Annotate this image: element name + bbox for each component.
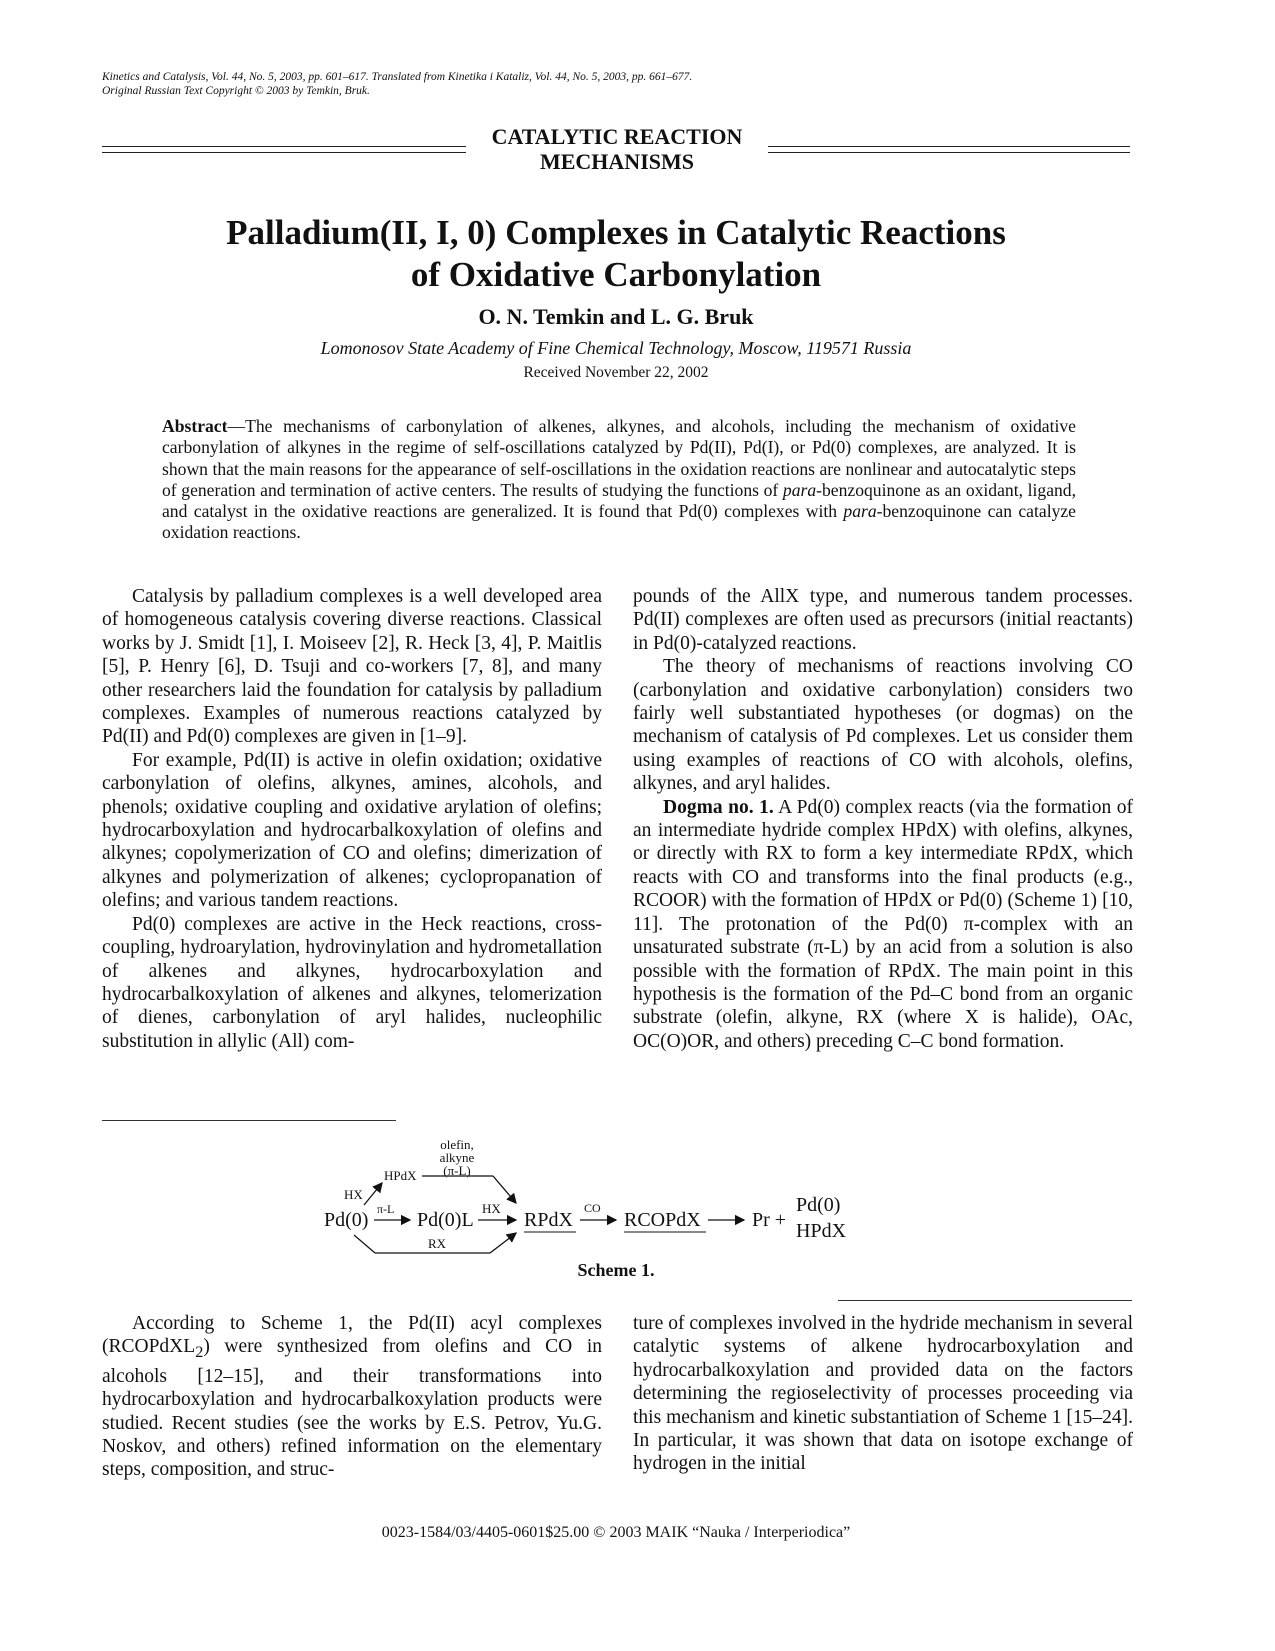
arrow-olefin-rpdx (493, 1176, 516, 1203)
authors: O. N. Temkin and L. G. Bruk (478, 304, 754, 329)
paragraph: ture of complexes involved in the hydride mechanism in several catalytic systems of alkene hydrocarboxylation and hydrocarbalkoxylation and provided data on the factors determining the regioselectivity of processes proceeding via this mechanism and kinetic substantiation of Scheme 1 [15–24]. In particular, it was shown that data on isotope exchange of hydrogen in the initial (633, 1313, 1133, 1475)
body-column-left-bottom (102, 1312, 602, 1482)
footer-copyright: 0023-1584/03/4405-0601$25.00 © 2003 MAIK “Nauka / Interperiodica” (381, 1524, 851, 1541)
abstract-text-1: —The mechanisms of carbonylation of alkenes, alkynes, and alcohols, including the mechanism of oxidative carbonylation of alkynes in the regime of self-oscillations catalyzed by Pd(II), Pd(I), or Pd(0) complexes, are analyzed. It is shown that the main reasons for the appearance of self-oscillations in the oxidation reactions are nonlinear and autocatalytic steps of generation and termination of active centers. The results of studying the functions of (162, 416, 1076, 500)
affiliation: Lomonosov State Academy of Fine Chemical Technology, Moscow, 119571 Russia (320, 338, 912, 358)
paragraph: For example, Pd(II) is active in olefin oxidation; oxidative carbonylation of olefins, alkynes, amines, alcohols, and phenols; oxidative coupling and oxidative arylation of olefins; hydrocarboxylation and hydrocarbalkoxylation of olefins and alkynes; copolymerization of CO and olefins; dimerization of alkynes and polymerization of alkenes; cyclopropanation of olefins; and various tandem reactions. (102, 749, 602, 912)
received-date: Received November 22, 2002 (523, 364, 709, 381)
label-hx-upper: HX (344, 1187, 363, 1202)
species-rpdx: RPdX (524, 1209, 573, 1231)
journal-header (102, 70, 1182, 98)
abstract-em-2: para (843, 501, 877, 522)
scheme-svg (324, 1135, 910, 1255)
species-rcopdx: RCOPdX (624, 1209, 701, 1231)
body-column-right-bottom (633, 1312, 1133, 1476)
label-co: CO (584, 1201, 601, 1215)
abstract (162, 416, 1076, 544)
abstract-text-3: -benzoquinone can catalyze oxidation reactions. (162, 501, 1076, 543)
column-rule-left (102, 1120, 396, 1121)
product-pd0: Pd(0) (796, 1194, 841, 1216)
section-label-line1: CATALYTIC REACTION (491, 124, 743, 149)
species-pr: Pr + (752, 1209, 787, 1231)
body-column-right-top (633, 585, 1133, 1053)
section-rule-right (768, 146, 1130, 153)
body-column-left-top (102, 585, 602, 1053)
abstract-em-1: para (782, 479, 817, 500)
label-pi-l: π-L (377, 1202, 395, 1216)
section-heading (102, 124, 1130, 174)
label-olefin: olefin, (440, 1137, 474, 1152)
product-hpdx: HPdX (796, 1220, 847, 1242)
paper-title (102, 212, 1130, 296)
arrow-rx-rpdx (490, 1233, 516, 1253)
paragraph: pounds of the AllX type, and numerous tandem processes. Pd(II) complexes are often used as precursors (initial reactants) in Pd(0)-catalyzed reactions. (633, 586, 1133, 654)
label-alkyne: alkyne (439, 1150, 475, 1165)
species-pd0l: Pd(0)L (417, 1209, 474, 1231)
scheme-1-diagram (324, 1135, 910, 1255)
label-hx-mid: HX (482, 1201, 501, 1216)
paragraph-text: According to Scheme 1, the Pd(II) acyl complexes (RCOPdXL (102, 1313, 602, 1358)
journal-citation: Kinetics and Catalysis, Vol. 44, No. 5, 2003, pp. 601–617. Translated from Kinetika i Kataliz, Vol. 44, No. 5, 2003, pp. 661–677. (102, 71, 693, 83)
label-hpdx-upper: HPdX (384, 1168, 417, 1183)
scheme-caption: Scheme 1. (577, 1260, 655, 1280)
dogma-text: A Pd(0) complex reacts (via the formation of an intermediate hydride complex HPdX) with olefins, alkynes, or directly with RX to form a key intermediate RPdX, which reacts with CO and transforms into the final products (e.g., RCOOR) with the formation of HPdX or Pd(0) (Scheme 1) [10, 11]. The protonation of the Pd(0) π-complex with an unsaturated substrate (π-L) by an acid from a solution is also possible with the formation of RPdX. The main point in this hypothesis is the formation of the Pd–C bond from an organic substrate (olefin, alkyne, RX (where X is halide), OAc, OC(O)OR, and others) preceding C–C bond formation. (633, 796, 1134, 1052)
paper-title-line2: of Oxidative Carbonylation (410, 255, 822, 294)
section-rule-left (102, 146, 466, 153)
section-label (466, 124, 768, 174)
subscript: 2 (195, 1343, 204, 1362)
line-rx-left (354, 1235, 375, 1253)
abstract-label: Abstract (162, 416, 228, 436)
dogma-label: Dogma no. 1. (663, 796, 774, 818)
paragraph (633, 796, 1133, 1053)
paper-title-line1: Palladium(II, I, 0) Complexes in Catalytic Reactions (226, 213, 1006, 252)
paragraph (102, 1312, 602, 1482)
label-rx: RX (428, 1236, 447, 1251)
label-pi-l-paren: (π-L) (443, 1163, 471, 1178)
section-label-line2: MECHANISMS (539, 149, 694, 174)
copyright-line: Original Russian Text Copyright © 2003 by Temkin, Bruk. (102, 85, 370, 97)
abstract-text-2: -benzoquinone as an oxidant, ligand, and catalyst in the oxidative reactions are generalized. It is found that Pd(0) complexes with (162, 479, 1076, 522)
column-rule-right (838, 1300, 1132, 1301)
paragraph: Pd(0) complexes are active in the Heck reactions, cross-coupling, hydroarylation, hydrovinylation and hydrometallation of alkenes and alkynes, hydrocarboxylation and hydrocarbalkoxylation of alkenes and alkynes, telomerization of dienes, carbonylation of aryl halides, nucleophilic substitution in allylic (All) com- (102, 913, 602, 1052)
paragraph: The theory of mechanisms of reactions involving CO (carbonylation and oxidative carbonylation) considers two fairly well substantiated hypotheses (or dogmas) on the mechanism of catalysis of Pd complexes. Let us consider them using examples of reactions of CO with alcohols, olefins, alkynes, and aryl halides. (633, 656, 1133, 795)
paragraph: Catalysis by palladium complexes is a well developed area of homogeneous catalysis covering diverse reactions. Classical works by J. Smidt [1], I. Moiseev [2], R. Heck [3, 4], P. Maitlis [5], P. Henry [6], D. Tsuji and co-workers [7, 8], and many other researchers laid the foundation for catalysis by palladium complexes. Examples of numerous reactions catalyzed by Pd(II) and Pd(0) complexes are given in [1–9]. (102, 586, 602, 748)
species-pd0: Pd(0) (324, 1209, 369, 1231)
paragraph-text: ) were synthesized from olefins and CO in alcohols [12–15], and their transformations into hydrocarboxylation and hydrocarbalkoxylation products were studied. Recent studies (see the works by E.S. Petrov, Yu.G. Noskov, and others) refined information on the elementary steps, composition, and struc- (102, 1336, 602, 1481)
